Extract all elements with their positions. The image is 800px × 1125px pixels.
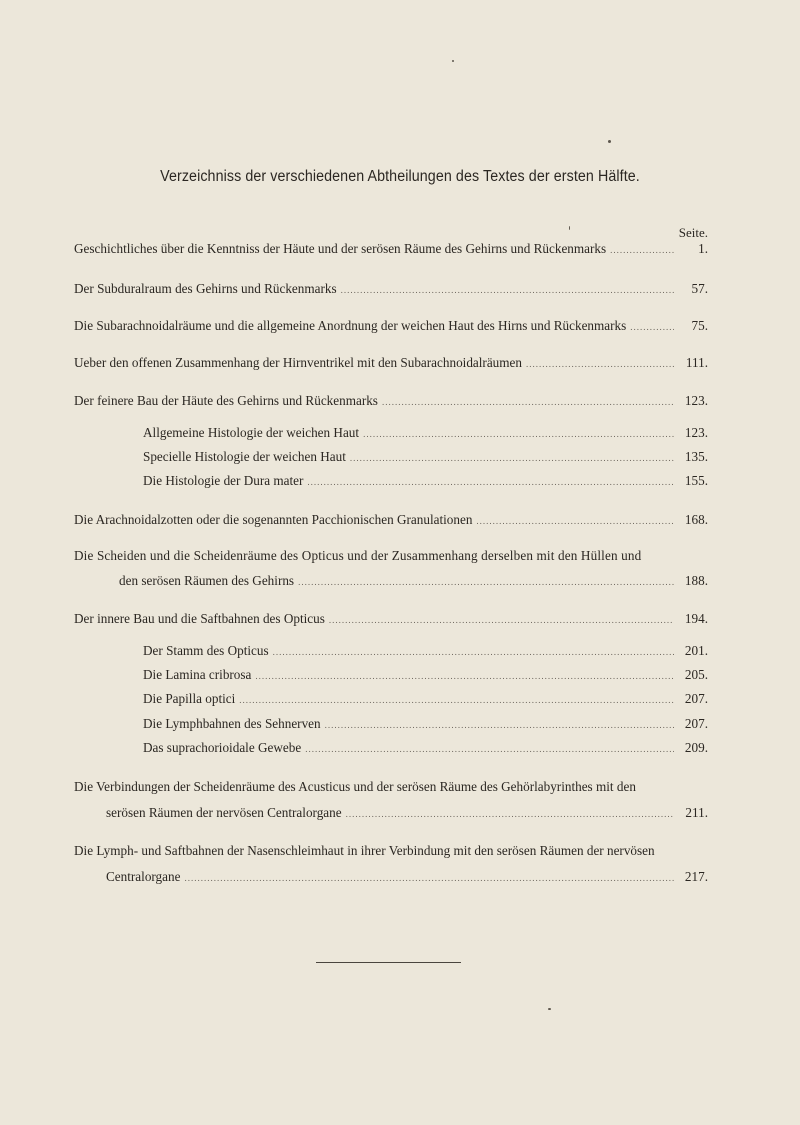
toc-subentry	[143, 716, 708, 733]
toc-entry-title: Die Lamina cribrosa	[143, 667, 252, 682]
toc-entry-page: 111.	[685, 355, 708, 370]
toc-entry	[74, 611, 708, 628]
toc-entry-page: 135.	[684, 449, 708, 464]
toc-entry-title-line1: Die Lymph- und Saftbahnen der Nasenschleimhaut in ihrer Verbindung mit den serösen Räumen der nervösen	[74, 843, 655, 858]
leader-dots	[305, 741, 674, 757]
toc-entry	[106, 869, 708, 886]
toc-entry-title: Ueber den offenen Zusammenhang der Hirnventrikel mit den Subarachnoidalräumen	[74, 355, 522, 370]
toc-entry-page: 168.	[684, 512, 708, 527]
toc-subentry	[143, 667, 708, 684]
toc-entry-title: Die Subarachnoidalräume und die allgemeine Anordnung der weichen Haut des Hirns und Rückenmarks	[74, 318, 627, 333]
toc-entry-title-line2: Centralorgane	[106, 869, 181, 884]
toc-entry-title: Die Papilla optici	[143, 691, 236, 706]
toc-entry-page: 1.	[698, 241, 708, 256]
toc-entry-page: 207.	[684, 716, 708, 731]
leader-dots	[184, 870, 674, 886]
leader-dots	[255, 668, 674, 684]
leader-dots	[329, 612, 674, 628]
leader-dots	[307, 474, 674, 490]
leader-dots	[476, 513, 674, 529]
leader-dots	[273, 644, 674, 660]
toc-entry-title: Der Subduralraum des Gehirns und Rückenmarks	[74, 281, 337, 296]
toc-entry-title: Der innere Bau und die Saftbahnen des Opticus	[74, 611, 325, 626]
leader-dots	[341, 282, 674, 298]
toc-entry-title: Der feinere Bau der Häute des Gehirns und Rückenmarks	[74, 393, 378, 408]
toc-entry-title: Allgemeine Histologie der weichen Haut	[143, 425, 360, 440]
toc-entry-title: Das suprachorioidale Gewebe	[143, 740, 302, 755]
toc-entry-title: Geschichtliches über die Kenntniss der Häute und der serösen Räume des Gehirns und Rückenmarks	[74, 241, 607, 256]
leader-dots	[325, 717, 674, 733]
toc-subentry	[143, 425, 708, 442]
toc-entry-title-line2: den serösen Räumen des Gehirns	[119, 573, 295, 588]
toc-entry-page: 217.	[684, 869, 708, 884]
leader-dots	[363, 426, 674, 442]
leader-dots	[298, 574, 674, 590]
leader-dots	[526, 356, 674, 372]
toc-entry-page: 57.	[691, 281, 708, 296]
toc-subentry	[143, 643, 708, 660]
toc-entry-title-line1: Die Scheiden und die Scheidenräume des Opticus und der Zusammenhang derselben mit den Hüllen und	[74, 548, 642, 563]
toc-entry-page: 123.	[684, 393, 708, 408]
paper-speck	[608, 140, 611, 143]
toc-entry	[74, 318, 708, 335]
toc-entry-title-line1: Die Verbindungen der Scheidenräume des Acusticus und der serösen Räume des Gehörlabyrinthes mit den	[74, 779, 636, 794]
leader-dots	[382, 394, 674, 410]
toc-entry-title: Die Histologie der Dura mater	[143, 473, 304, 488]
paper-speck	[569, 226, 570, 230]
page-column-label: Seite.	[678, 225, 708, 240]
toc-entry	[106, 805, 708, 822]
leader-dots	[346, 806, 674, 822]
toc-subentry	[143, 449, 708, 466]
page-title: Verzeichniss der verschiedenen Abtheilungen des Textes der ersten Hälfte.	[160, 168, 640, 185]
leader-dots	[350, 450, 674, 466]
toc-entry-page: 155.	[684, 473, 708, 488]
toc-entry-title: Die Arachnoidalzotten oder die sogenannten Pacchionischen Granulationen	[74, 512, 473, 527]
toc-entry-page: 188.	[684, 573, 708, 588]
toc-subentry	[143, 691, 708, 708]
toc-subentry	[143, 740, 708, 757]
toc-entry-page: 211.	[685, 805, 708, 820]
toc-entry	[74, 241, 708, 258]
toc-entry-title: Der Stamm des Opticus	[143, 643, 269, 658]
toc-subentry	[143, 473, 708, 490]
toc-entry-page: 201.	[684, 643, 708, 658]
toc-entry-page: 194.	[684, 611, 708, 626]
leader-dots	[239, 692, 674, 708]
toc-entry	[74, 512, 708, 529]
toc-entry-title: Die Lymphbahnen des Sehnerven	[143, 716, 321, 731]
toc-entry-title-line2: serösen Räumen der nervösen Centralorgane	[106, 805, 342, 820]
leader-dots	[630, 319, 674, 335]
closing-rule	[316, 962, 461, 963]
toc-entry-page: 209.	[684, 740, 708, 755]
toc-entry	[74, 281, 708, 298]
toc-entry	[119, 573, 708, 590]
toc-entry-title: Specielle Histologie der weichen Haut	[143, 449, 346, 464]
toc-entry-page: 205.	[684, 667, 708, 682]
toc-entry	[74, 355, 708, 372]
leader-dots	[610, 242, 674, 258]
paper-speck	[548, 1008, 551, 1010]
toc-entry-page: 75.	[691, 318, 708, 333]
paper-speck	[452, 60, 454, 62]
toc-entry-page: 207.	[684, 691, 708, 706]
toc-entry-page: 123.	[684, 425, 708, 440]
toc-entry	[74, 393, 708, 410]
